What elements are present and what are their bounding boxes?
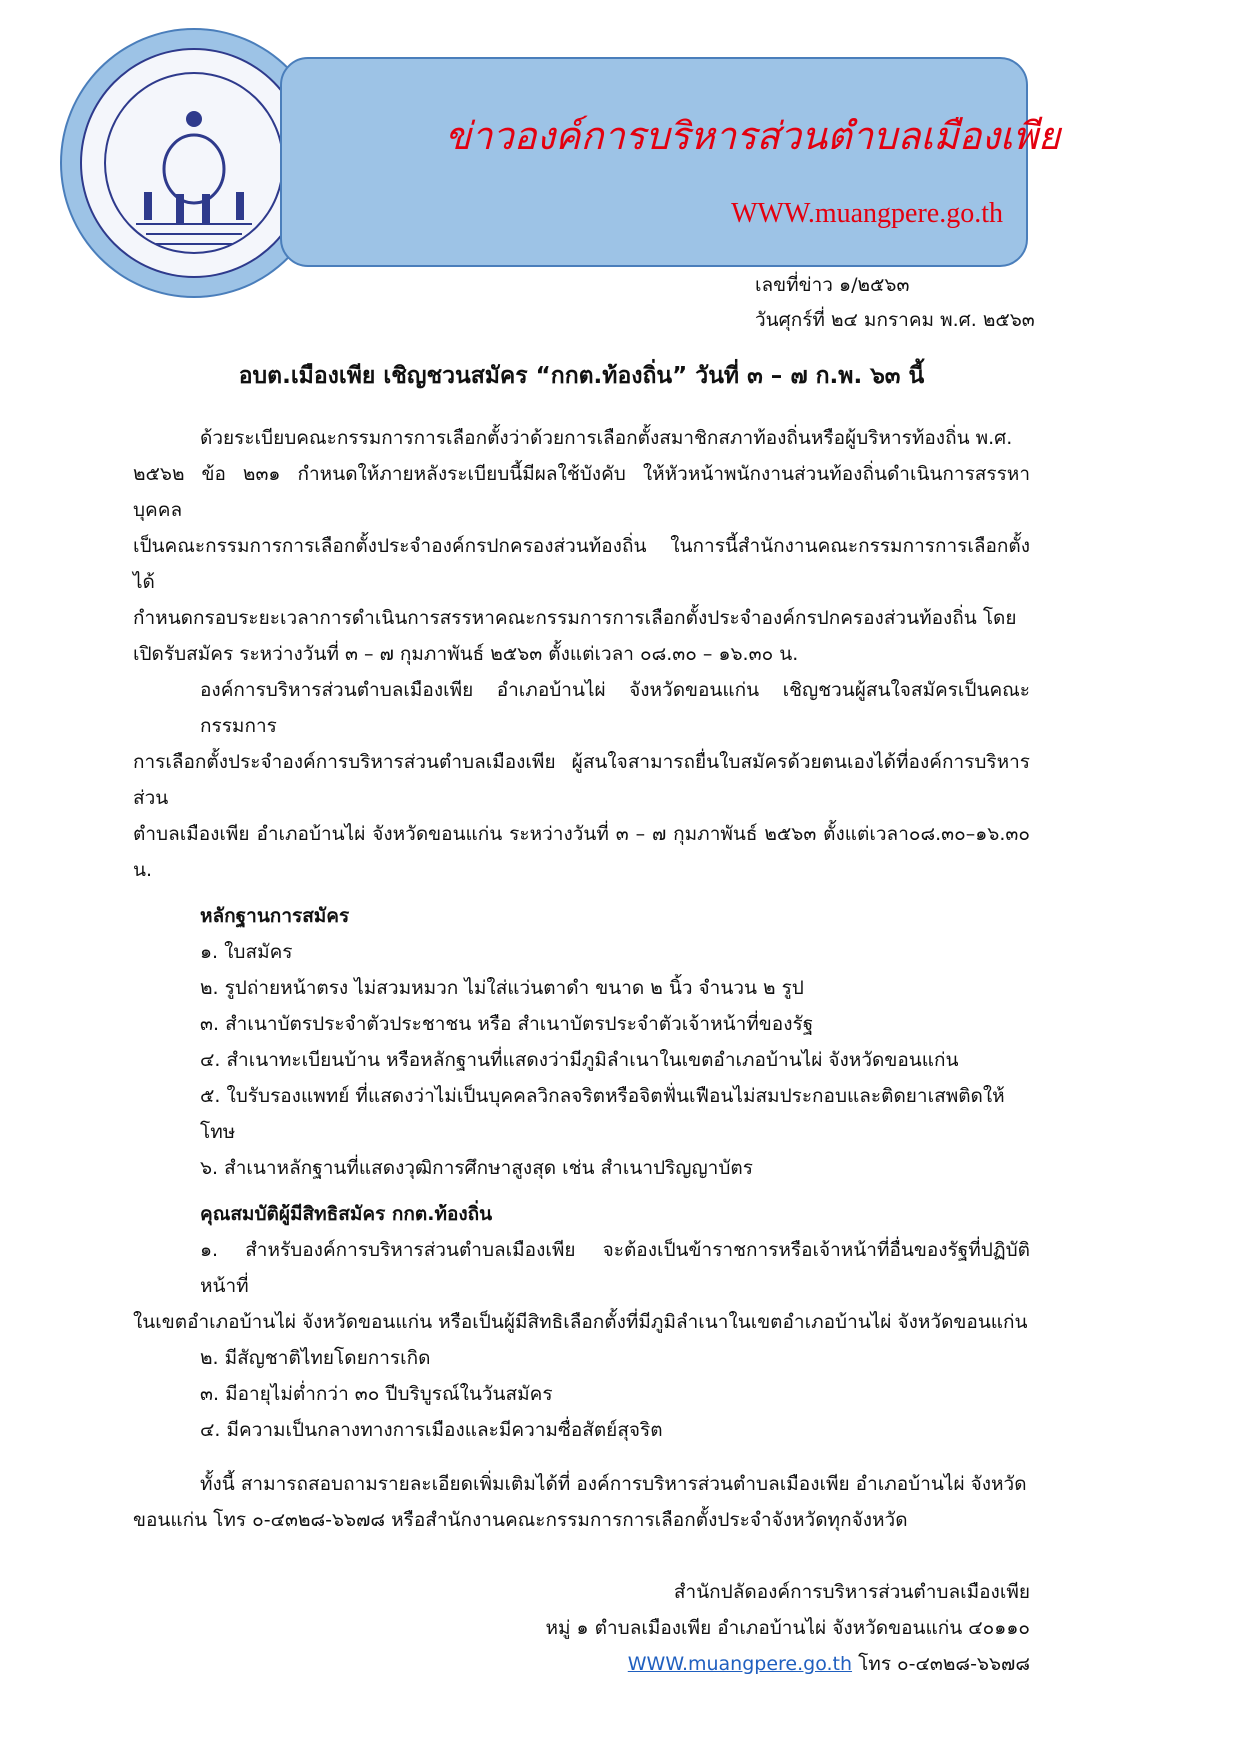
document-item: ๓. สำเนาบัตรประจำตัวประชาชน หรือ สำเนาบัตรประจำตัวเจ้าหน้าที่ของรัฐ	[200, 1013, 814, 1035]
document-item: ๑. ใบสมัคร	[200, 941, 293, 963]
qualifications-heading: คุณสมบัติผู้มีสิทธิสมัคร กกต.ท้องถิ่น	[200, 1203, 493, 1225]
signature-contact	[133, 1646, 1030, 1682]
signature-address: หมู่ ๑ ตำบลเมืองเพีย อำเภอบ้านไผ่ จังหวัดขอนแก่น ๔๐๑๑๐	[545, 1617, 1030, 1639]
qualification-item: ๔. มีความเป็นกลางทางการเมืองและมีความซื่อสัตย์สุจริต	[200, 1419, 663, 1441]
website-link[interactable]: WWW.muangpere.go.th	[627, 1653, 853, 1675]
headline: อบต.เมืองเพีย เชิญชวนสมัคร “กกต.ท้องถิ่น” วันที่ ๓ – ๗ ก.พ. ๖๓ นี้	[238, 363, 925, 389]
para2-line: องค์การบริหารส่วนตำบลเมืองเพีย อำเภอบ้านไผ่ จังหวัดขอนแก่น เชิญชวนผู้สนใจสมัครเป็นคณะกรรมการ	[200, 679, 1030, 737]
qualification-item: ๑. สำหรับองค์การบริหารส่วนตำบลเมืองเพีย จะต้องเป็นข้าราชการหรือเจ้าหน้าที่อื่นของรัฐที่ปฏิบัติหน้าที่	[200, 1239, 1030, 1297]
para1-line: กำหนดกรอบระยะเวลาการดำเนินการสรรหาคณะกรรมการการเลือกตั้งประจำองค์กรปกครองส่วนท้องถิ่น โดย	[133, 607, 1017, 629]
document-item: ๖. สำเนาหลักฐานที่แสดงวุฒิการศึกษาสูงสุด เช่น สำเนาปริญญาบัตร	[200, 1157, 753, 1179]
para1-line: เปิดรับสมัคร ระหว่างวันที่ ๓ – ๗ กุมภาพันธ์ ๒๕๖๓ ตั้งแต่เวลา ๐๘.๓๐ – ๑๖.๓๐ น.	[133, 643, 799, 665]
news-number: เลขที่ข่าว ๑/๒๕๖๓	[755, 274, 910, 296]
qualification-item: ในเขตอำเภอบ้านไผ่ จังหวัดขอนแก่น หรือเป็นผู้มีสิทธิเลือกตั้งที่มีภูมิลำเนาในเขตอำเภอบ้านไผ่ จังหวัดขอนแก่น	[133, 1311, 1028, 1333]
document-item: ๕. ใบรับรองแพทย์ ที่แสดงว่าไม่เป็นบุคคลวิกลจริตหรือจิตฟั่นเฟือนไม่สมประกอบและติดยาเสพติดให้โทษ	[200, 1085, 1005, 1143]
news-meta	[755, 268, 1215, 338]
para2-line: การเลือกตั้งประจำองค์การบริหารส่วนตำบลเมืองเพีย ผู้สนใจสามารถยื่นใบสมัครด้วยตนเองได้ที่องค์การบริหารส่วน	[133, 751, 1030, 809]
document-item: ๔. สำเนาทะเบียนบ้าน หรือหลักฐานที่แสดงว่ามีภูมิลำเนาในเขตอำเภอบ้านไผ่ จังหวัดขอนแก่น	[200, 1049, 959, 1071]
document-item: ๒. รูปถ่ายหน้าตรง ไม่สวมหมวก ไม่ใส่แว่นตาดำ ขนาด ๒ นิ้ว จำนวน ๒ รูป	[200, 977, 804, 999]
para2-line: ตำบลเมืองเพีย อำเภอบ้านไผ่ จังหวัดขอนแก่น ระหว่างวันที่ ๓ – ๗ กุมภาพันธ์ ๒๕๖๓ ตั้งแต่เวลา๐๘.๓๐–๑๖.๓๐ น.	[133, 823, 1030, 881]
seal-ring	[104, 72, 284, 254]
elephant-icon	[106, 74, 282, 252]
document-body	[133, 358, 1030, 1682]
signature-phone: โทร ๐-๔๓๒๘-๖๖๗๘	[852, 1653, 1030, 1675]
closing-line: ทั้งนี้ สามารถสอบถามรายละเอียดเพิ่มเติมได้ที่ องค์การบริหารส่วนตำบลเมืองเพีย อำเภอบ้านไผ่ จังหวัด	[200, 1473, 1027, 1495]
closing-line: ขอนแก่น โทร ๐-๔๓๒๘-๖๖๗๘ หรือสำนักงานคณะกรรมการการเลือกตั้งประจำจังหวัดทุกจังหวัด	[133, 1509, 908, 1531]
signature-office: สำนักปลัดองค์การบริหารส่วนตำบลเมืองเพีย	[673, 1581, 1030, 1603]
seal-emblem	[80, 48, 308, 278]
para1-line: ๒๕๖๒ ข้อ ๒๓๑ กำหนดให้ภายหลังระเบียบนี้มีผลใช้บังคับ ให้หัวหน้าพนักงานส่วนท้องถิ่นดำเนินการสรรหาบุคคล	[133, 463, 1030, 521]
qualification-item: ๒. มีสัญชาติไทยโดยการเกิด	[200, 1347, 431, 1369]
news-date: วันศุกร์ที่ ๒๔ มกราคม พ.ศ. ๒๕๖๓	[755, 309, 1035, 331]
banner-title: ข่าวองค์การบริหารส่วนตำบลเมืองเพีย	[445, 116, 1061, 158]
qualification-item: ๓. มีอายุไม่ต่ำกว่า ๓๐ ปีบริบูรณ์ในวันสมัคร	[200, 1383, 553, 1405]
para1-line: เป็นคณะกรรมการการเลือกตั้งประจำองค์กรปกครองส่วนท้องถิ่น ในการนี้สำนักงานคณะกรรมการการเลือกตั้ง ได้	[133, 535, 1030, 593]
para1-line: ด้วยระเบียบคณะกรรมการการเลือกตั้งว่าด้วยการเลือกตั้งสมาชิกสภาท้องถิ่นหรือผู้บริหารท้องถิ่น พ.ศ.	[200, 427, 1013, 449]
banner-url[interactable]: WWW.muangpere.go.th	[731, 198, 1003, 229]
documents-heading: หลักฐานการสมัคร	[200, 905, 350, 927]
